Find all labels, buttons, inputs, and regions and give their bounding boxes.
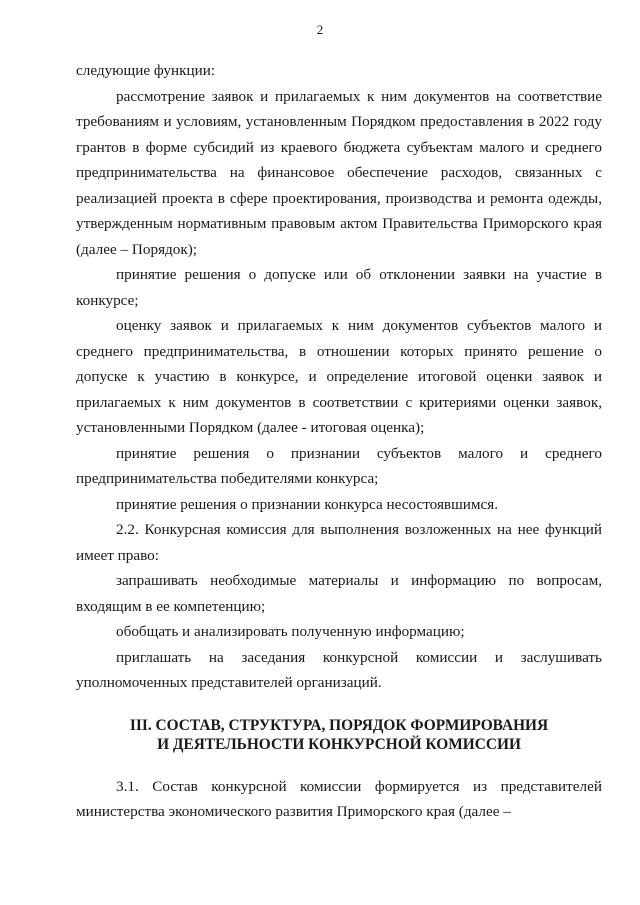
paragraph-function-evaluation: оценку заявок и прилагаемых к ним документов субъектов малого и среднего предпринимательства, в отношении которых принято решение о допуске к участию в конкурсе, и определение итоговой оценки заявок и прилагаемых к ним документов в соответствии с критериями оценки заявок, установленными Порядком (далее - итоговая оценка); <box>76 317 602 436</box>
section-heading <box>76 716 602 754</box>
page-number: 2 <box>316 22 324 37</box>
paragraph-3-1: 3.1. Состав конкурсной комиссии формируется из представителей министерства экономического развития Приморского края (далее – <box>76 777 602 820</box>
paragraph-function-admission: принятие решения о допуске или об отклонении заявки на участие в конкурсе; <box>76 266 602 309</box>
paragraph-function-failed: принятие решения о признании конкурса несостоявшимся. <box>116 495 499 513</box>
section-heading-line-2: И ДЕЯТЕЛЬНОСТИ КОНКУРСНОЙ КОМИССИИ <box>157 735 521 753</box>
paragraph-intro: следующие функции: <box>76 62 216 79</box>
paragraph-2-2: 2.2. Конкурсная комиссия для выполнения возложенных на нее функций имеет право: <box>76 521 602 564</box>
document-body <box>76 58 602 825</box>
paragraph-function-winners: принятие решения о признании субъектов малого и среднего предпринимательства победителями конкурса; <box>76 444 602 487</box>
paragraph-right-invite: приглашать на заседания конкурсной комиссии и заслушивать уполномоченных представителей организаций. <box>76 648 602 691</box>
paragraph-right-analyze: обобщать и анализировать полученную информацию; <box>116 623 465 640</box>
paragraph-right-request: запрашивать необходимые материалы и информацию по вопросам, входящим в ее компетенцию; <box>76 572 602 615</box>
paragraph-function-review: рассмотрение заявок и прилагаемых к ним документов на соответствие требованиям и условиям, установленным Порядком предоставления в 2022 году грантов в форме субсидий из краевого бюджета субъектам малого и среднего предпринимательства на финансовое обеспечение расходов, связанных с реализацией проекта в сфере проектирования, производства и ремонта одежды, утвержденным нормативным правовым актом Правительства Приморского края (далее – Порядок); <box>76 87 602 258</box>
section-heading-line-1: III. СОСТАВ, СТРУКТУРА, ПОРЯДОК ФОРМИРОВАНИЯ <box>129 716 549 734</box>
